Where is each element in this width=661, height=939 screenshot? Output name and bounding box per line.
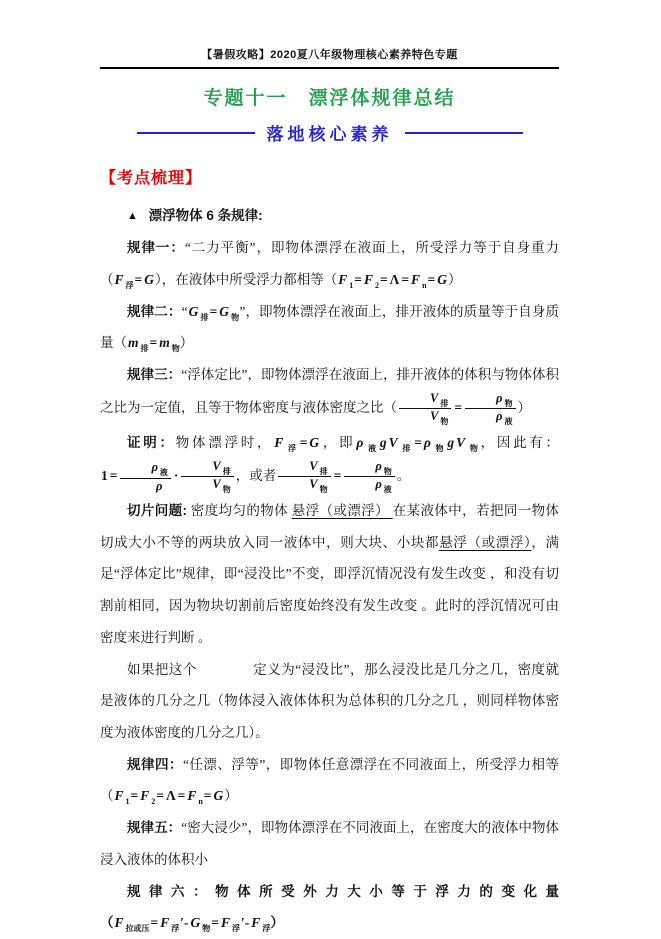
underline-run: 悬浮（或漂浮） <box>439 534 532 550</box>
math-formula <box>397 390 518 427</box>
text-paragraph <box>100 296 559 360</box>
math-symbol: F <box>363 271 373 287</box>
math-symbol: G <box>219 303 230 319</box>
math-subscript: 浮 <box>171 924 180 934</box>
math-symbol: G <box>213 788 224 804</box>
math-subscript: 物 <box>440 417 449 427</box>
math-formula <box>337 271 448 290</box>
math-symbol: = <box>354 271 362 287</box>
fraction-numerator <box>344 459 394 478</box>
math-subscript: 物 <box>171 344 180 354</box>
text-run: 。 <box>396 468 411 483</box>
math-symbol: V <box>212 458 221 473</box>
text-paragraph <box>100 812 559 875</box>
text-run: 定义为“浸没比”，那么浸没比是几分之几，密度就是液体的几分之几（物体浸入液体体积为总体积的几分之几 ，则同样物体密度为液体密度的几分之几）。 <box>100 661 560 741</box>
math-symbol: V <box>456 435 466 451</box>
fraction-numerator <box>120 460 170 479</box>
bold-run: 规律二： <box>127 303 182 319</box>
math-symbol: Λ <box>165 788 176 804</box>
math-symbol: Λ <box>389 271 400 287</box>
text-run: “任漂、浮等”，即物体任意漂浮在不同液面上，所受浮力相等（ <box>100 756 559 804</box>
fraction-denominator <box>120 479 170 494</box>
document-header <box>100 46 559 62</box>
text-paragraph <box>100 427 559 495</box>
math-symbol: ρ <box>151 460 158 475</box>
math-symbol: V <box>309 458 318 473</box>
math-subscript: 浮 <box>285 444 299 454</box>
text-run: ，满足“浮体定比”规律，即“浸没比”不变，即浮沉情况没有发生改变 ，和没有切割前相同，因为物块切割前后密度始终没有发生改变 。此时的浮沉情况可由密度来进行判断 。 <box>100 534 560 645</box>
math-symbol: = <box>149 335 158 351</box>
text-paragraph <box>100 232 559 296</box>
math-subscript: 1 <box>125 797 130 807</box>
math-symbol: = <box>333 468 342 483</box>
math-symbol: ρ <box>423 435 431 451</box>
math-subscript: 物 <box>504 398 513 408</box>
math-subscript: 液 <box>504 417 513 427</box>
bold-run: ） <box>270 915 284 931</box>
text-run: ） <box>179 335 194 351</box>
fraction <box>399 391 451 427</box>
banner-title: 落地核心素养 <box>266 125 393 144</box>
math-subscript: 浮 <box>125 280 134 290</box>
math-symbol: G <box>437 271 447 287</box>
math-formula <box>114 915 271 934</box>
math-subscript: 2 <box>151 797 156 807</box>
math-subscript: 物 <box>432 444 447 454</box>
math-subscript: 物 <box>383 466 392 476</box>
page-title: 专题十一 漂浮体规律总结 <box>203 88 456 109</box>
math-symbol: G <box>144 271 154 287</box>
math-subscript: 2 <box>374 280 379 290</box>
math-symbol: F <box>220 915 230 931</box>
math-symbol: V <box>430 390 439 405</box>
math-formula <box>127 335 180 354</box>
math-symbol: = <box>177 788 186 804</box>
banner-line-right <box>405 132 523 134</box>
math-symbol: F <box>114 915 124 931</box>
text-paragraph <box>100 749 559 813</box>
math-symbol: = <box>109 468 118 483</box>
rules-heading-text: 漂浮物体 6 条规律: <box>148 208 263 223</box>
fraction <box>465 391 515 427</box>
math-symbol: F <box>140 788 150 804</box>
math-formula <box>355 435 481 454</box>
text-run: ），在液体中所受浮力都相等（ <box>154 271 338 287</box>
underline-run: 悬浮（或漂浮） <box>291 503 393 518</box>
math-symbol: = <box>156 788 164 804</box>
fraction <box>120 460 170 494</box>
math-symbol: G <box>188 303 199 319</box>
math-subscript: 排 <box>200 312 209 322</box>
math-symbol: F <box>114 788 124 804</box>
math-symbol: V <box>430 409 439 424</box>
math-subscript: 液 <box>159 468 168 478</box>
rules-subheading <box>100 204 559 224</box>
math-subscript: 拉或压 <box>125 924 150 934</box>
math-symbol: = <box>150 915 159 931</box>
math-formula <box>114 788 225 807</box>
bold-run: 规律三： <box>127 367 182 383</box>
math-symbol: = <box>211 915 219 931</box>
fraction-numerator <box>181 459 233 478</box>
math-symbol: G <box>309 435 320 451</box>
fraction <box>181 459 233 495</box>
math-symbol: = <box>134 271 143 287</box>
math-formula <box>273 435 320 454</box>
math-symbol: V <box>309 477 318 492</box>
math-symbol: ′- <box>180 915 189 931</box>
bold-run: 证明： <box>127 435 176 451</box>
text-run: 密度均匀的物体 <box>187 503 292 518</box>
triangle-bullet-icon: ▲ <box>127 210 138 222</box>
text-paragraph <box>100 495 559 654</box>
header-text: 【暑假攻略】2020夏八年级物理核心素养特色专题 <box>201 49 458 61</box>
math-symbol: ′- <box>241 915 250 931</box>
math-symbol: 1 <box>101 468 108 483</box>
math-subscript: 排 <box>140 344 149 354</box>
math-subscript: 物 <box>467 444 481 454</box>
fraction-denominator <box>344 477 394 495</box>
math-symbol: F <box>338 271 348 287</box>
math-symbol: g <box>379 435 387 451</box>
banner-line-left <box>137 132 255 134</box>
fraction-numerator <box>278 459 330 478</box>
text-run: ） <box>447 271 462 287</box>
math-symbol: = <box>454 400 463 416</box>
math-formula <box>114 271 155 290</box>
math-symbol: F <box>160 915 170 931</box>
math-symbol: ρ <box>375 477 382 492</box>
math-subscript: 液 <box>365 444 379 454</box>
fraction <box>278 459 330 495</box>
math-symbol: V <box>388 435 398 451</box>
bold-run: 规律一： <box>127 240 185 255</box>
math-subscript: 排 <box>319 466 328 476</box>
text-run: ） <box>517 400 531 416</box>
math-subscript: 物 <box>319 485 328 495</box>
math-symbol: = <box>427 271 436 287</box>
math-symbol: F <box>187 788 197 804</box>
text-run: “二力平衡”，即物体漂浮在液面上，所受浮力等于自身重力（ <box>100 240 560 287</box>
math-symbol: g <box>447 435 455 451</box>
math-symbol: ρ <box>496 409 503 424</box>
math-formula <box>188 303 240 322</box>
math-symbol: F <box>114 271 124 287</box>
header-divider <box>100 67 559 69</box>
math-subscript: 排 <box>440 398 449 408</box>
bold-run: 规律五： <box>127 820 182 836</box>
math-subscript: 物 <box>231 312 240 322</box>
text-run: “ <box>181 303 188 319</box>
section-heading-exam-points: 【考点梳理】 <box>100 170 203 187</box>
math-subscript: 物 <box>202 924 211 934</box>
math-subscript: 物 <box>222 485 231 495</box>
fraction-numerator <box>465 391 515 410</box>
banner <box>100 120 559 145</box>
text-run: ） <box>224 788 238 804</box>
math-subscript: 浮 <box>262 924 271 934</box>
math-subscript: 排 <box>399 444 414 454</box>
bold-run: 物体所受外力大小等于浮力的变化量（ <box>100 883 560 931</box>
text-run: 物体漂浮时， <box>175 435 274 451</box>
math-symbol: V <box>212 477 221 492</box>
math-symbol: · <box>173 468 179 483</box>
text-run: ，即 <box>320 435 356 451</box>
math-symbol: ρ <box>375 458 382 473</box>
rules-content <box>100 232 559 939</box>
text-paragraph <box>100 876 559 939</box>
math-subscript: 排 <box>222 466 231 476</box>
math-subscript: 浮 <box>232 924 240 934</box>
math-symbol: = <box>401 271 410 287</box>
math-symbol: m <box>159 335 170 351</box>
text-run: ”，即物体漂浮在液面上，排开液体的质量等于自身质量（ <box>100 303 560 351</box>
bold-run: 切片问题: <box>127 503 188 518</box>
text-paragraph <box>100 654 559 749</box>
math-subscript: n <box>198 797 203 807</box>
text-run: “密大浸少”，即物体漂浮在不同液面上，在密度大的液体中物体浸入液体的体积小 <box>100 820 560 867</box>
text-run: ，因此有： <box>480 435 560 451</box>
math-symbol: m <box>128 335 139 351</box>
math-symbol: G <box>190 915 201 931</box>
math-symbol: ρ <box>356 435 364 451</box>
blank-gap <box>197 673 253 674</box>
bold-run: 规律六： <box>127 883 216 899</box>
bold-run: 规律四： <box>127 756 183 772</box>
math-symbol: ρ <box>496 390 503 405</box>
math-symbol: F <box>274 435 284 451</box>
text-run: “浮体定比”，即物体漂浮在液面上，排开液体的体积与物体体积之比为一定值，且等于物体密度与液体密度之比（ <box>100 367 560 416</box>
math-symbol: = <box>203 788 212 804</box>
math-symbol: = <box>299 435 308 451</box>
text-run: 在某液体中，若把同一物体切成大小不等的两块放入同一液体中，则大块、小块都 <box>100 503 560 550</box>
fraction <box>344 459 394 495</box>
text-paragraph <box>100 359 559 427</box>
fraction-numerator <box>399 391 451 410</box>
fraction-denominator <box>465 409 515 427</box>
math-symbol: = <box>379 271 388 287</box>
math-symbol: F <box>411 271 421 287</box>
math-subscript: 液 <box>383 485 392 495</box>
math-symbol: = <box>209 303 218 319</box>
math-symbol: F <box>251 915 261 931</box>
math-formula <box>100 458 236 495</box>
math-subscript: 1 <box>349 280 354 290</box>
math-symbol: ρ <box>155 478 163 493</box>
math-subscript: n <box>422 280 427 290</box>
math-symbol: = <box>130 788 139 804</box>
fraction-denominator <box>278 477 330 495</box>
text-run: 如果把这个 <box>127 661 197 677</box>
fraction-denominator <box>181 477 233 495</box>
text-run: ，或者 <box>235 468 277 483</box>
math-formula <box>276 458 397 495</box>
math-symbol: = <box>414 435 422 451</box>
fraction-denominator <box>399 409 451 427</box>
